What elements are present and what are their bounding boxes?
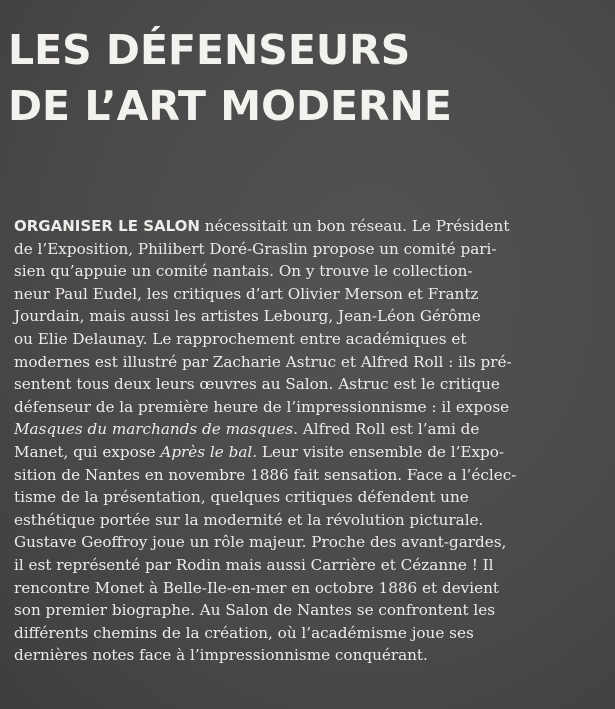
body-line-2: de l’Exposition, Philibert Doré-Graslin propose un comité pari- [14, 239, 497, 258]
body-line-5: Jourdain, mais aussi les artistes Lebourg, Jean-Léon Gérôme [14, 307, 481, 326]
body-line-9: défenseur de la première heure de l’impressionnisme : il expose [14, 397, 510, 416]
panel-body-text [14, 215, 614, 667]
body-line-11-a: Manet, qui expose [14, 442, 161, 461]
body-line-19: différents chemins de la création, où l’académisme joue ses [14, 623, 474, 642]
body-line-20: dernières notes face à l’impressionnisme conquérant. [14, 646, 428, 665]
body-line-13: tisme de la présentation, quelques critiques défendent une [14, 488, 469, 507]
artwork-title-apres-le-bal: Après le bal. [160, 442, 258, 461]
body-line-10 [14, 418, 614, 441]
body-line-17: rencontre Monet à Belle-Ile-en-mer en octobre 1886 et devient [14, 578, 499, 597]
body-line-4: neur Paul Eudel, les critiques d’art Olivier Merson et Frantz [14, 284, 479, 303]
body-line-1-rest: nécessitait un bon réseau. Le Président [199, 217, 510, 235]
body-line-3: sien qu’appuie un comité nantais. On y trouve le collection- [14, 262, 473, 281]
body-line-12: sition de Nantes en novembre 1886 fait sensation. Face a l’éclec- [14, 465, 517, 484]
body-line [14, 215, 614, 238]
body-line-11-b: Leur visite ensemble de l’Expo- [257, 442, 505, 461]
title-line-2: DE L’ART MODERNE [8, 82, 452, 130]
body-line-10-rest: Alfred Roll est l’ami de [297, 420, 480, 439]
body-line-14: esthétique portée sur la modernité et la révolution picturale. [14, 510, 484, 529]
body-lead: ORGANISER LE SALON [14, 217, 200, 235]
body-line-15: Gustave Geoffroy joue un rôle majeur. Proche des avant-gardes, [14, 533, 507, 552]
title-line-1: LES DÉFENSEURS [8, 26, 411, 74]
panel-title [8, 22, 608, 134]
body-line-7: modernes est illustré par Zacharie Astruc et Alfred Roll : ils pré- [14, 352, 512, 371]
body-line-11 [14, 441, 614, 464]
body-line-16: il est représenté par Rodin mais aussi Carrière et Cézanne ! Il [14, 555, 494, 574]
body-line-6: ou Elie Delaunay. Le rapprochement entre académiques et [14, 329, 467, 348]
body-line-8: sentent tous deux leurs œuvres au Salon. Astruc est le critique [14, 375, 500, 394]
artwork-title-masques: Masques du marchands de masques. [14, 420, 298, 439]
body-line-18: son premier biographe. Au Salon de Nantes se confrontent les [14, 601, 496, 620]
